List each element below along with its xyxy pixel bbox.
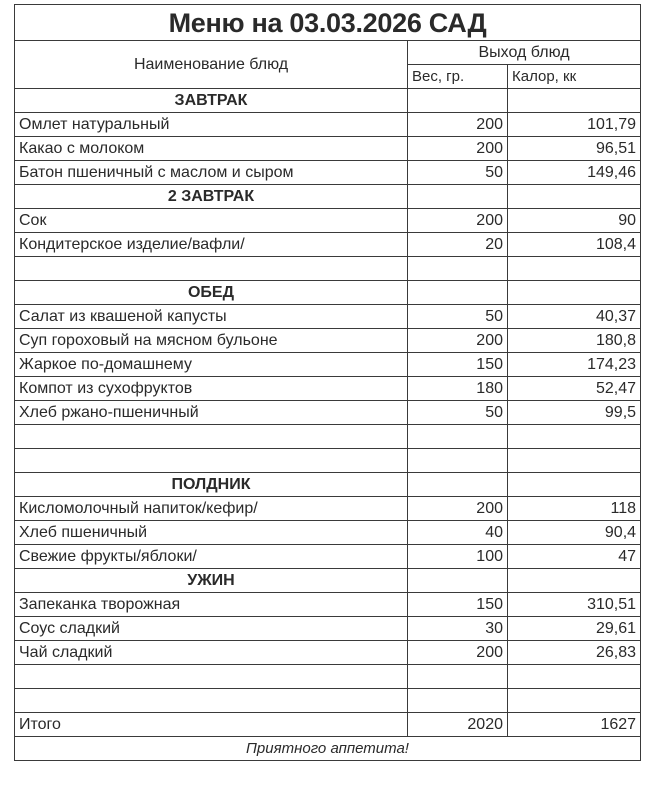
dish-name: Омлет натуральный: [15, 113, 408, 137]
table-row: [15, 401, 641, 425]
empty-row: [15, 257, 641, 281]
menu-table: [14, 4, 641, 761]
section-row: [15, 569, 641, 593]
section-title: ОБЕД: [15, 281, 408, 305]
dish-name: Хлеб пшеничный: [15, 521, 408, 545]
dish-weight: 100: [408, 545, 508, 569]
dish-calories: 310,51: [508, 593, 641, 617]
empty-cell: [408, 665, 508, 689]
dish-weight: 180: [408, 377, 508, 401]
dish-calories: 149,46: [508, 161, 641, 185]
table-row: [15, 161, 641, 185]
total-row: [15, 713, 641, 737]
table-row: [15, 209, 641, 233]
dish-calories: 108,4: [508, 233, 641, 257]
dish-name: Суп гороховый на мясном бульоне: [15, 329, 408, 353]
dish-name: Чай сладкий: [15, 641, 408, 665]
dish-calories: 96,51: [508, 137, 641, 161]
table-row: [15, 617, 641, 641]
empty-cell: [408, 185, 508, 209]
dish-calories: 29,61: [508, 617, 641, 641]
dish-calories: 90,4: [508, 521, 641, 545]
empty-row: [15, 689, 641, 713]
dish-calories: 180,8: [508, 329, 641, 353]
empty-cell: [508, 473, 641, 497]
empty-cell: [408, 281, 508, 305]
dish-calories: 174,23: [508, 353, 641, 377]
dish-weight: 200: [408, 137, 508, 161]
dish-calories: 99,5: [508, 401, 641, 425]
table-row: [15, 521, 641, 545]
dish-weight: 200: [408, 209, 508, 233]
empty-cell: [408, 473, 508, 497]
dish-name: Хлеб ржано-пшеничный: [15, 401, 408, 425]
empty-cell: [408, 689, 508, 713]
table-row: [15, 137, 641, 161]
dish-name: Сок: [15, 209, 408, 233]
calories-header: Калор, кк: [508, 65, 641, 89]
footer-row: [15, 737, 641, 761]
output-group-header: Выход блюд: [408, 41, 641, 65]
dish-name: Компот из сухофруктов: [15, 377, 408, 401]
empty-cell: [508, 281, 641, 305]
table-row: [15, 593, 641, 617]
dish-name: Жаркое по-домашнему: [15, 353, 408, 377]
header-row-top: [15, 41, 641, 65]
empty-cell: [408, 89, 508, 113]
table-row: [15, 329, 641, 353]
dish-name: Кондитерское изделие/вафли/: [15, 233, 408, 257]
dish-weight: 150: [408, 593, 508, 617]
empty-cell: [508, 257, 641, 281]
dish-weight: 50: [408, 401, 508, 425]
dish-name: Соус сладкий: [15, 617, 408, 641]
dish-calories: 40,37: [508, 305, 641, 329]
empty-cell: [508, 89, 641, 113]
section-title: 2 ЗАВТРАК: [15, 185, 408, 209]
dish-name: Итого: [15, 713, 408, 737]
empty-cell: [508, 185, 641, 209]
dish-calories: 47: [508, 545, 641, 569]
dish-weight: 50: [408, 305, 508, 329]
dish-weight: 2020: [408, 713, 508, 737]
dish-calories: 101,79: [508, 113, 641, 137]
empty-cell: [15, 665, 408, 689]
empty-cell: [15, 425, 408, 449]
table-row: [15, 305, 641, 329]
dish-weight: 200: [408, 641, 508, 665]
dish-weight: 200: [408, 113, 508, 137]
dish-weight: 40: [408, 521, 508, 545]
table-row: [15, 377, 641, 401]
section-row: [15, 281, 641, 305]
dish-weight: 30: [408, 617, 508, 641]
empty-cell: [508, 689, 641, 713]
dish-name: Какао с молоком: [15, 137, 408, 161]
empty-cell: [408, 257, 508, 281]
section-title: ПОЛДНИК: [15, 473, 408, 497]
dish-weight: 50: [408, 161, 508, 185]
table-row: [15, 545, 641, 569]
empty-cell: [508, 425, 641, 449]
empty-cell: [15, 689, 408, 713]
empty-cell: [408, 425, 508, 449]
menu-sheet: [14, 4, 640, 761]
footer-message: Приятного аппетита!: [15, 737, 641, 761]
title-row: [15, 5, 641, 41]
empty-cell: [508, 569, 641, 593]
empty-row: [15, 449, 641, 473]
dish-name-header: Наименование блюд: [15, 41, 408, 89]
table-row: [15, 113, 641, 137]
dish-name: Батон пшеничный с маслом и сыром: [15, 161, 408, 185]
empty-cell: [15, 449, 408, 473]
dish-weight: 150: [408, 353, 508, 377]
dish-name: Свежие фрукты/яблоки/: [15, 545, 408, 569]
dish-calories: 26,83: [508, 641, 641, 665]
empty-cell: [508, 665, 641, 689]
dish-weight: 20: [408, 233, 508, 257]
table-row: [15, 497, 641, 521]
table-row: [15, 641, 641, 665]
dish-calories: 90: [508, 209, 641, 233]
section-title: УЖИН: [15, 569, 408, 593]
section-title: ЗАВТРАК: [15, 89, 408, 113]
table-row: [15, 353, 641, 377]
table-row: [15, 233, 641, 257]
page-title: Меню на 03.03.2026 САД: [15, 5, 641, 41]
dish-name: Запеканка творожная: [15, 593, 408, 617]
dish-name: Салат из квашеной капусты: [15, 305, 408, 329]
section-row: [15, 89, 641, 113]
section-row: [15, 185, 641, 209]
dish-weight: 200: [408, 497, 508, 521]
dish-calories: 118: [508, 497, 641, 521]
section-row: [15, 473, 641, 497]
empty-row: [15, 425, 641, 449]
dish-calories: 1627: [508, 713, 641, 737]
dish-name: Кисломолочный напиток/кефир/: [15, 497, 408, 521]
empty-cell: [15, 257, 408, 281]
empty-cell: [408, 569, 508, 593]
dish-calories: 52,47: [508, 377, 641, 401]
dish-weight: 200: [408, 329, 508, 353]
empty-row: [15, 665, 641, 689]
empty-cell: [508, 449, 641, 473]
empty-cell: [408, 449, 508, 473]
weight-header: Вес, гр.: [408, 65, 508, 89]
